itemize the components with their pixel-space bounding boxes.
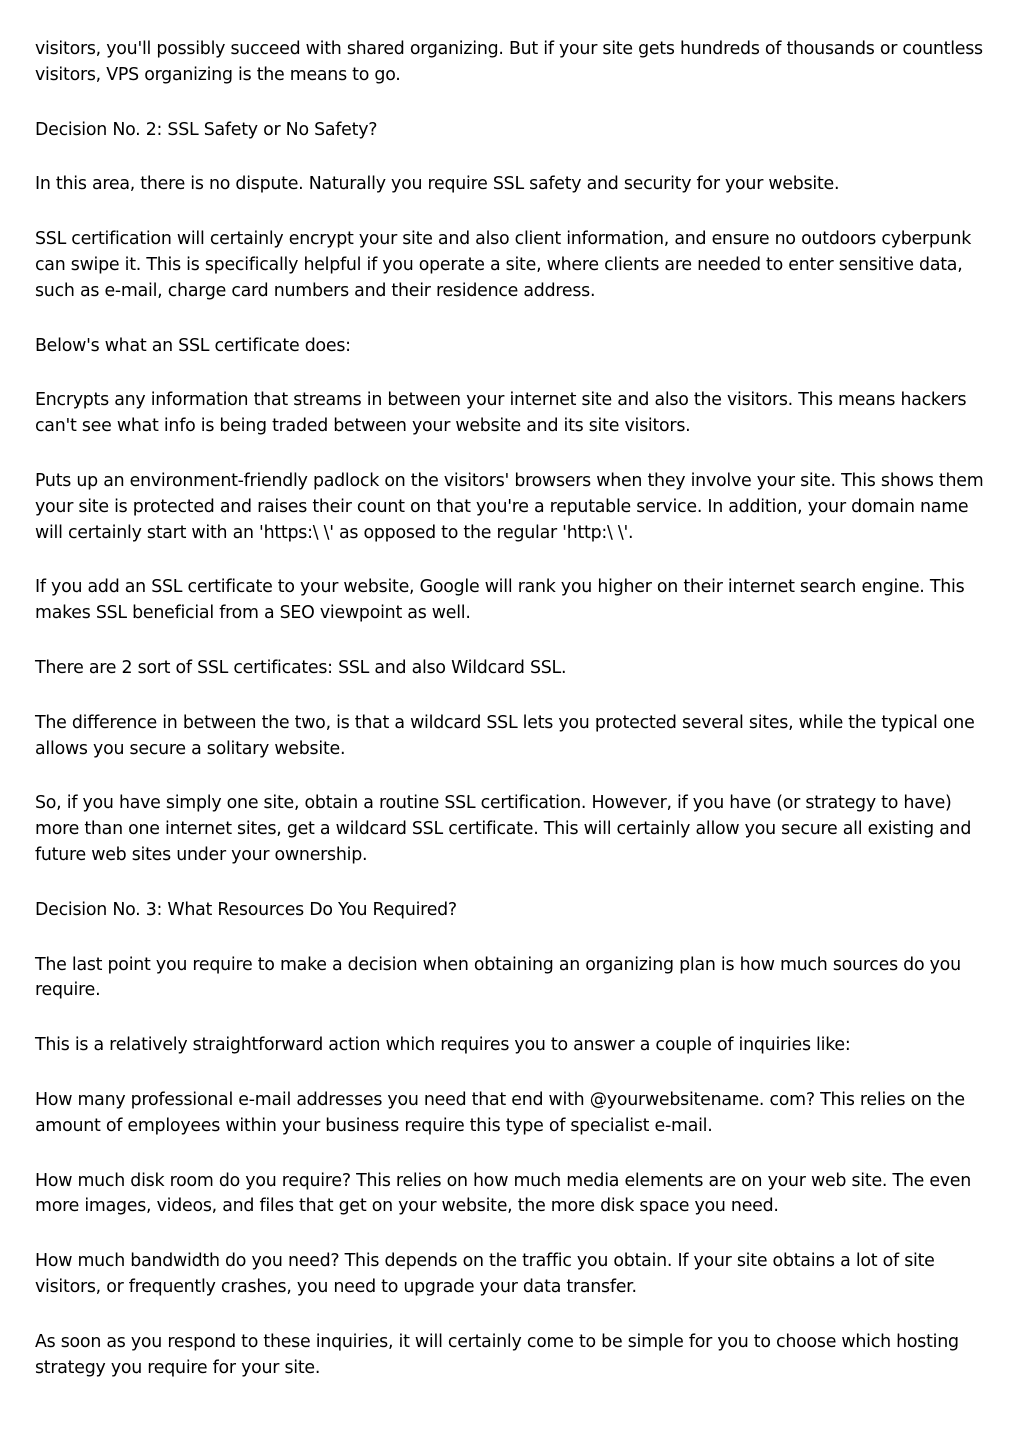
paragraph-ssl-encrypt: SSL certification will certainly encrypt your site and also client information, and ensure no outdoors cyberpunk can swipe it. This is specifically helpful if you operate a site, where clients are needed to enter sensitive data, such as e-mail, charge card numbers and their residence address. bbox=[35, 229, 972, 301]
paragraph-last-point: The last point you require to make a decision when obtaining an organizing plan is how much sources do you require. bbox=[35, 954, 961, 1001]
paragraph-which-ssl: So, if you have simply one site, obtain a routine SSL certification. However, if you have (or strategy to have) more than one internet sites, get a wildcard SSL certificate. This will certainly allow you secure all existing and future web sites under your ownership. bbox=[35, 793, 972, 865]
paragraph-straightforward: This is a relatively straightforward action which requires you to answer a couple of inquiries like: bbox=[35, 1035, 851, 1056]
paragraph-disk-room: How much disk room do you require? This relies on how much media elements are on your web site. The even more images, videos, and files that get on your website, the more disk space you need. bbox=[35, 1170, 972, 1217]
document-body bbox=[35, 37, 997, 1410]
paragraph-email-addresses: How many professional e-mail addresses you need that end with @yourwebsitename. com? This relies on the amount of employees within your business require this type of specialist e-mail. bbox=[35, 1089, 965, 1136]
paragraph-bandwidth: How much bandwidth do you need? This depends on the traffic you obtain. If your site obtains a lot of site visitors, or frequently crashes, you need to upgrade your data transfer. bbox=[35, 1251, 935, 1297]
heading-decision-3: Decision No. 3: What Resources Do You Required? bbox=[35, 899, 457, 920]
paragraph-google-rank: If you add an SSL certificate to your website, Google will rank you higher on their internet search engine. This makes SSL beneficial from a SEO viewpoint as well. bbox=[35, 577, 965, 624]
paragraph-ssl-types: There are 2 sort of SSL certificates: SSL and also Wildcard SSL. bbox=[35, 657, 567, 678]
paragraph-continued-shared-vs-vps: visitors, you'll possibly succeed with shared organizing. But if your site gets hundreds of thousands or countless visitors, VPS organizing is the means to go. bbox=[35, 39, 983, 85]
heading-decision-2: Decision No. 2: SSL Safety or No Safety? bbox=[35, 119, 378, 140]
paragraph-ssl-does-intro: Below's what an SSL certificate does: bbox=[35, 335, 351, 356]
paragraph-encrypts-info: Encrypts any information that streams in between your internet site and also the visitors. This means hackers can't see what info is being traded between your website and its site visitors. bbox=[35, 390, 967, 437]
paragraph-padlock: Puts up an environment-friendly padlock on the visitors' browsers when they involve your site. This shows them your site is protected and raises their count on that you're a reputable service. In addition, your domain name will certainly start with an 'https:\ \' as opposed to the regular 'http:\ \'. bbox=[35, 470, 984, 543]
paragraph-wildcard-difference: The difference in between the two, is that a wildcard SSL lets you protected several sites, while the typical one allows you secure a solitary website. bbox=[35, 712, 975, 759]
paragraph-no-dispute: In this area, there is no dispute. Naturally you require SSL safety and security for your website. bbox=[35, 174, 840, 195]
paragraph-conclusion: As soon as you respond to these inquiries, it will certainly come to be simple for you to choose which hosting strategy you require for your site. bbox=[35, 1331, 959, 1378]
